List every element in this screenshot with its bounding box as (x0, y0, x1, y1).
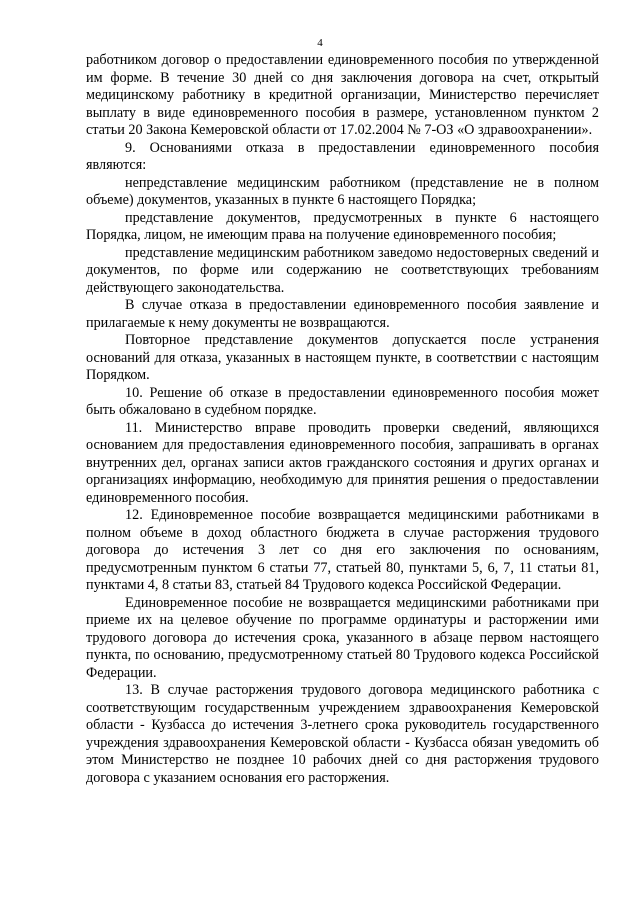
paragraph-item-10: 10. Решение об отказе в предоставлении единовременного пособия может быть обжаловано в судебном порядке. (86, 384, 599, 418)
paragraph-continuation: работником договор о предоставлении единовременного пособия по утвержденной им форме. В течение 30 дней со дня заключения договора на счет, открытый медицинскому работнику в кредитной организации, Министерство перечисляет выплату в виде единовременного пособия в размере, установленном пунктом 2 статьи 20 Закона Кемеровской области от 17.02.2004 № 7-ОЗ «О здравоохранении». (86, 52, 599, 138)
paragraph-no-refund: Единовременное пособие не возвращается медицинскими работниками при приеме их на целевое обучение по программе ординатуры и расторжении ими трудового договора до истечения срока, указанного в абзаце первом настоящего пункта, по основанию, предусмотренному статьей 80 Трудового кодекса Российской Федерации. (86, 594, 599, 681)
paragraph-item-13: 13. В случае расторжения трудового договора медицинского работника с соответствующим государственным учреждением здравоохранения Кемеровской области - Кузбасса до истечения 3-летнего срока руководитель государственного учреждения здравоохранения Кемеровской области - Кузбасса обязан уведомить об этом Министерство не позднее 10 рабочих дней со дня расторжения трудового договора с указанием основания его расторжения. (86, 682, 599, 786)
document-body (86, 52, 599, 787)
page-number: 4 (317, 37, 323, 49)
paragraph-refusal-ground-3: представление медицинским работником заведомо недостоверных сведений и документов, по форме или содержанию не соответствующих требованиям действующего законодательства. (86, 244, 599, 296)
paragraph-item-11: 11. Министерство вправе проводить проверки сведений, являющихся основанием для предоставления единовременного пособия, запрашивать в органах внутренних дел, органах записи актов гражданского состояния и других органах и организациях информацию, необходимую для принятия решения о предоставлении единовременного пособия. (86, 419, 599, 506)
paragraph-item-12: 12. Единовременное пособие возвращается медицинскими работниками в полном объеме в доход областного бюджета в случае расторжения трудового договора до истечения 3 лет со дня его заключения по основаниям, предусмотренным пунктом 6 статьи 77, статьей 80, пунктами 5, 6, 7, 11 статьи 81, пунктами 4, 8 статьи 83, статьей 84 Трудового кодекса Российской Федерации. (86, 507, 599, 593)
paragraph-item-9: 9. Основаниями отказа в предоставлении единовременного пособия являются: (86, 139, 599, 173)
paragraph-refusal-ground-2: представление документов, предусмотренных в пункте 6 настоящего Порядка, лицом, не имеющим права на получение единовременного пособия; (86, 209, 599, 243)
paragraph-resubmission: Повторное представление документов допускается после устранения оснований для отказа, указанных в настоящем пункте, в соответствии с настоящим Порядком. (86, 332, 599, 383)
paragraph-documents-not-returned: В случае отказа в предоставлении единовременного пособия заявление и прилагаемые к нему документы не возвращаются. (86, 297, 599, 331)
paragraph-refusal-ground-1: непредставление медицинским работником (представление не в полном объеме) документов, указанных в пункте 6 настоящего Порядка; (86, 174, 599, 208)
